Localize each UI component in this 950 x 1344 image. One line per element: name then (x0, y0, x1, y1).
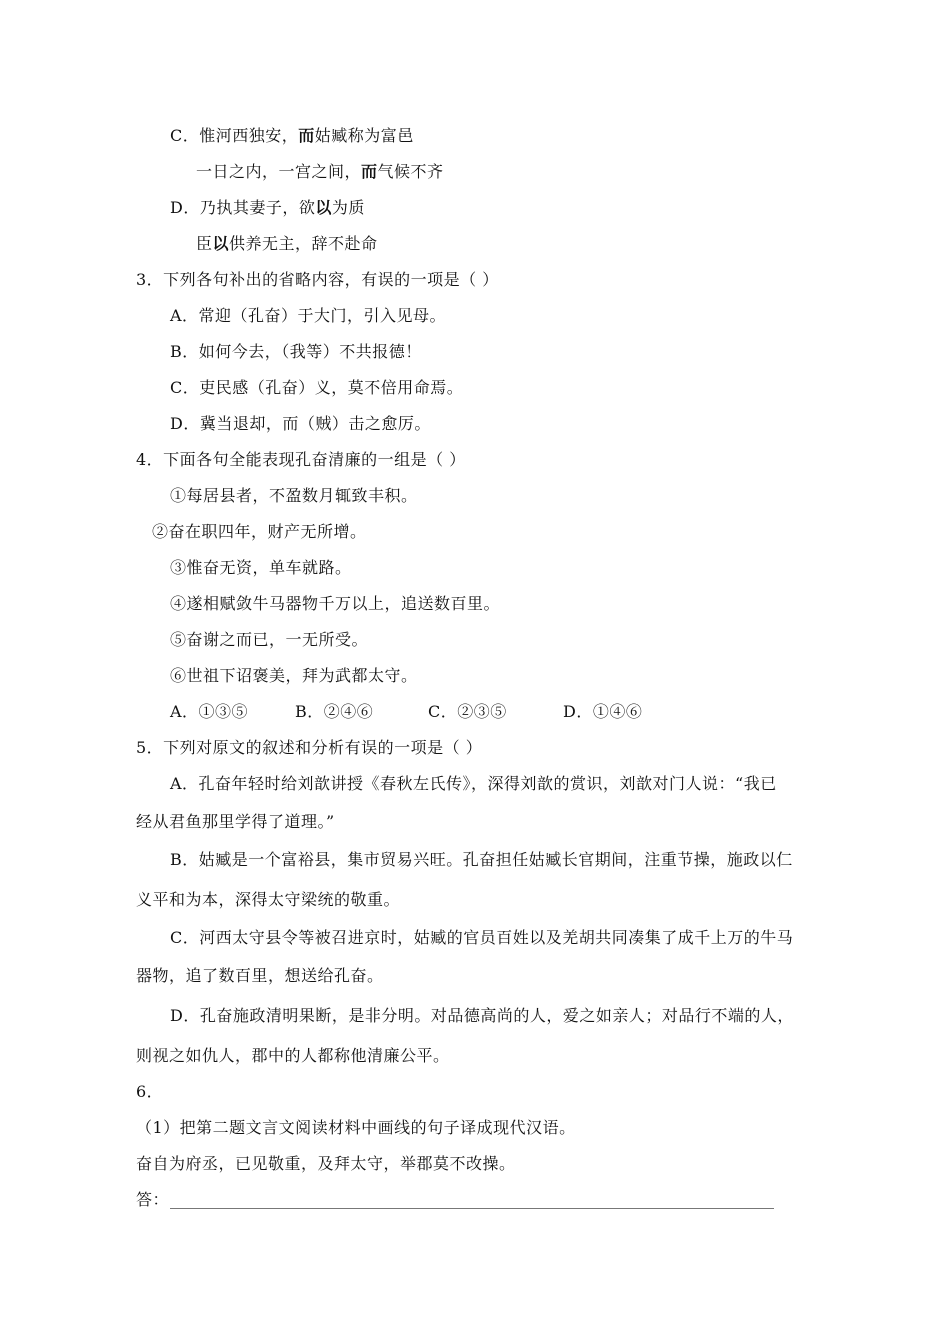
q6-number: 6． (136, 1082, 164, 1101)
text-segment: 臣 (196, 234, 213, 253)
q4-item-1: ①每居县者，不盈数月辄致丰积。 (170, 486, 418, 505)
q3-stem: 3．下列各句补出的省略内容，有误的一项是（ ） (136, 270, 499, 289)
q5-option-a-line2: 经从君鱼那里学得了道理。” (136, 812, 335, 831)
q2-option-d-line2 (196, 234, 378, 254)
q5-option-d-line2: 则视之如仇人，郡中的人都称他清廉公平。 (136, 1046, 450, 1065)
q3-option-b: B．如何今去，（我等）不共报德！ (170, 342, 422, 361)
q4-item-2: ②奋在职四年，财产无所增。 (152, 522, 367, 541)
answer-blank-line[interactable] (170, 1208, 774, 1209)
q4-item-5: ⑤奋谢之而已，一无所受。 (170, 630, 369, 649)
q6-answer-label: 答： (136, 1190, 170, 1209)
q5-stem: 5．下列对原文的叙述和分析有误的一项是（ ） (136, 738, 483, 757)
q4-choice-d: D．①④⑥ (563, 702, 643, 721)
text-segment: 一日之内，一宫之间， (196, 162, 362, 181)
q3-option-c: C．吏民感（孔奋）义，莫不倍用命焉。 (170, 378, 464, 397)
key-word: 以 (315, 198, 332, 217)
text-segment: 姑臧称为富邑 (314, 126, 414, 145)
q4-choice-c: C．②③⑤ (428, 702, 507, 721)
q2-option-c-line2 (196, 162, 444, 182)
q4-item-6: ⑥世祖下诏褒美，拜为武都太守。 (170, 666, 418, 685)
key-word: 而 (298, 126, 315, 145)
q3-option-d: D．冀当退却，而（贼）击之愈厉。 (170, 414, 431, 433)
q5-option-a-line1: A．孔奋年轻时给刘歆讲授《春秋左氏传》，深得刘歆的赏识，刘歆对门人说：“我已 (170, 774, 777, 793)
q5-option-c-line2: 器物，追了数百里，想送给孔奋。 (136, 966, 384, 985)
q4-choice-b: B．②④⑥ (295, 702, 374, 721)
q3-option-a: A．常迎（孔奋）于大门，引入见母。 (170, 306, 447, 325)
q5-option-b-line2: 义平和为本，深得太守梁统的敬重。 (136, 890, 401, 909)
option-label: D． (170, 198, 200, 217)
q4-item-3: ③惟奋无资，单车就路。 (170, 558, 352, 577)
q2-option-d-line1 (170, 198, 365, 218)
q2-option-c-line1 (170, 126, 414, 146)
q4-stem: 4．下面各句全能表现孔奋清廉的一组是（ ） (136, 450, 466, 469)
option-label: C． (170, 126, 200, 145)
text-segment: 为质 (331, 198, 365, 217)
text-segment: 供养无主，辞不赴命 (229, 234, 378, 253)
text-segment: 惟河西独安， (199, 126, 299, 145)
text-segment: 气候不齐 (377, 162, 444, 181)
q6-sentence: 奋自为府丞，已见敬重，及拜太守，举郡莫不改操。 (136, 1154, 516, 1173)
text-segment: 乃执其妻子，欲 (199, 198, 316, 217)
q5-option-b-line1: B．姑臧是一个富裕县，集市贸易兴旺。孔奋担任姑臧长官期间，注重节操，施政以仁 (170, 850, 793, 869)
q5-option-d-line1: D．孔奋施政清明果断，是非分明。对品德高尚的人，爱之如亲人；对品行不端的人， (170, 1006, 794, 1025)
key-word: 以 (212, 234, 230, 253)
q4-choice-a: A．①③⑤ (170, 702, 249, 721)
q4-item-4: ④遂相赋敛牛马器物千万以上，追送数百里。 (170, 594, 501, 613)
key-word: 而 (361, 162, 378, 181)
q5-option-c-line1: C．河西太守县令等被召进京时，姑臧的官员百姓以及羌胡共同凑集了成千上万的牛马 (170, 928, 794, 947)
q6-sub1-prompt: （1）把第二题文言文阅读材料中画线的句子译成现代汉语。 (136, 1118, 576, 1137)
